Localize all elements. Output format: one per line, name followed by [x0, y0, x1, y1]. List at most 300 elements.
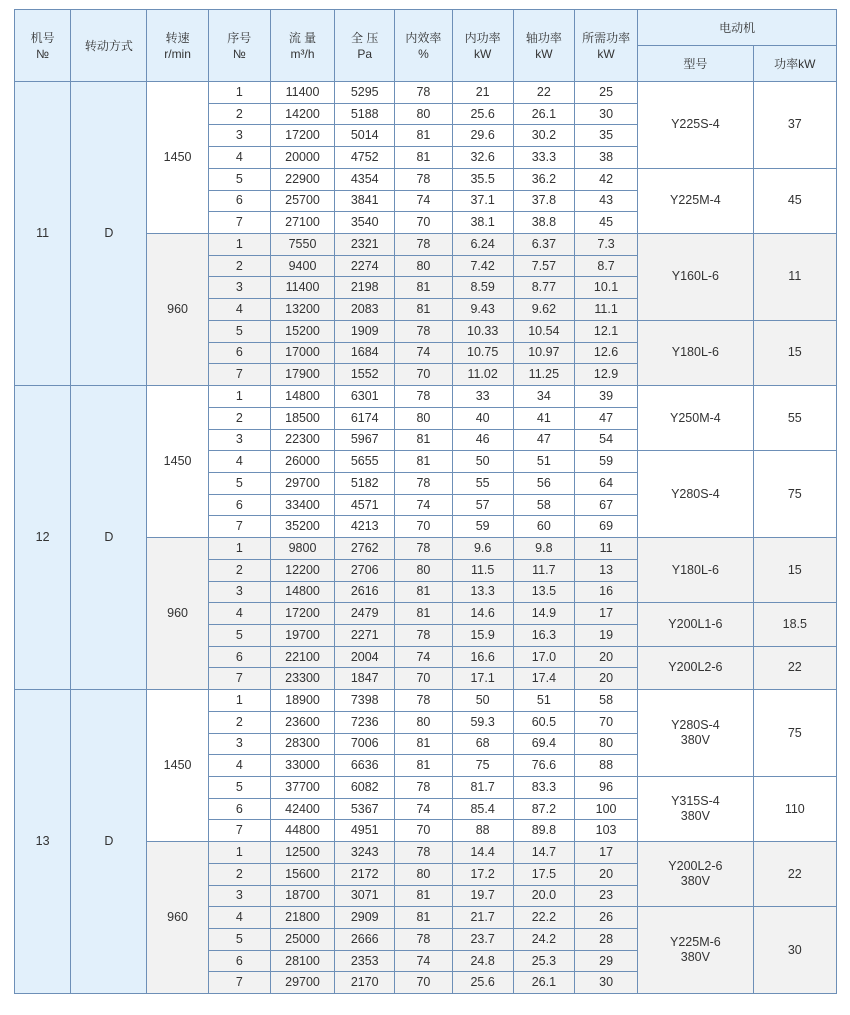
motor-power-cell: 22 [753, 842, 836, 907]
pressure-cell: 5014 [335, 125, 395, 147]
shaft-power-cell: 56 [513, 472, 574, 494]
speed-cell: 1450 [147, 82, 208, 234]
required-power-cell: 35 [574, 125, 637, 147]
efficiency-cell: 80 [395, 863, 452, 885]
pressure-cell: 2198 [335, 277, 395, 299]
shaft-power-cell: 6.37 [513, 234, 574, 256]
header-jihao: 机号 № [15, 10, 71, 82]
internal-power-cell: 29.6 [452, 125, 513, 147]
internal-power-cell: 9.43 [452, 299, 513, 321]
pressure-cell: 2706 [335, 559, 395, 581]
pressure-cell: 2083 [335, 299, 395, 321]
internal-power-cell: 15.9 [452, 624, 513, 646]
seq-cell: 3 [208, 125, 270, 147]
flow-cell: 13200 [270, 299, 334, 321]
motor-model-cell [638, 603, 753, 646]
internal-power-cell: 88 [452, 820, 513, 842]
pressure-cell: 6301 [335, 386, 395, 408]
required-power-cell: 11 [574, 538, 637, 560]
shaft-power-cell: 24.2 [513, 929, 574, 951]
shaft-power-cell: 26.1 [513, 103, 574, 125]
flow-cell: 14800 [270, 581, 334, 603]
seq-cell: 4 [208, 147, 270, 169]
drive-type-cell: D [71, 82, 147, 386]
pressure-cell: 7006 [335, 733, 395, 755]
flow-cell: 17200 [270, 603, 334, 625]
shaft-power-cell: 37.8 [513, 190, 574, 212]
required-power-cell: 12.6 [574, 342, 637, 364]
table-row [15, 690, 837, 712]
seq-cell: 4 [208, 603, 270, 625]
pressure-cell: 4213 [335, 516, 395, 538]
flow-cell: 29700 [270, 472, 334, 494]
seq-cell: 5 [208, 320, 270, 342]
shaft-power-cell: 25.3 [513, 950, 574, 972]
pressure-cell: 3540 [335, 212, 395, 234]
fan-spec-table [14, 9, 837, 994]
pressure-cell: 7236 [335, 711, 395, 733]
internal-power-cell: 21 [452, 82, 513, 104]
motor-power-cell: 75 [753, 690, 836, 777]
efficiency-cell: 81 [395, 581, 452, 603]
internal-power-cell: 33 [452, 386, 513, 408]
flow-cell: 9800 [270, 538, 334, 560]
internal-power-cell: 11.02 [452, 364, 513, 386]
flow-cell: 11400 [270, 82, 334, 104]
header-required-power: 所需功率 kW [574, 10, 637, 82]
required-power-cell: 20 [574, 646, 637, 668]
internal-power-cell: 21.7 [452, 907, 513, 929]
header-efficiency: 内效率 % [395, 10, 452, 82]
pressure-cell: 4951 [335, 820, 395, 842]
internal-power-cell: 50 [452, 690, 513, 712]
shaft-power-cell: 8.77 [513, 277, 574, 299]
seq-cell: 6 [208, 646, 270, 668]
speed-cell: 1450 [147, 386, 208, 538]
internal-power-cell: 17.1 [452, 668, 513, 690]
internal-power-cell: 57 [452, 494, 513, 516]
seq-cell: 2 [208, 559, 270, 581]
seq-cell: 5 [208, 168, 270, 190]
internal-power-cell: 25.6 [452, 103, 513, 125]
seq-cell: 3 [208, 429, 270, 451]
pressure-cell: 1847 [335, 668, 395, 690]
shaft-power-cell: 41 [513, 407, 574, 429]
seq-cell: 3 [208, 885, 270, 907]
internal-power-cell: 81.7 [452, 777, 513, 799]
efficiency-cell: 80 [395, 559, 452, 581]
motor-model: Y280S-4 [671, 718, 720, 733]
shaft-power-cell: 11.7 [513, 559, 574, 581]
efficiency-cell: 78 [395, 842, 452, 864]
shaft-power-cell: 51 [513, 690, 574, 712]
header-drive: 转动方式 [71, 10, 147, 82]
seq-cell: 3 [208, 277, 270, 299]
motor-power-cell: 22 [753, 646, 836, 689]
efficiency-cell: 80 [395, 407, 452, 429]
pressure-cell: 5367 [335, 798, 395, 820]
required-power-cell: 20 [574, 863, 637, 885]
flow-cell: 27100 [270, 212, 334, 234]
flow-cell: 20000 [270, 147, 334, 169]
shaft-power-cell: 22 [513, 82, 574, 104]
required-power-cell: 43 [574, 190, 637, 212]
required-power-cell: 13 [574, 559, 637, 581]
internal-power-cell: 40 [452, 407, 513, 429]
seq-cell: 4 [208, 907, 270, 929]
shaft-power-cell: 22.2 [513, 907, 574, 929]
required-power-cell: 100 [574, 798, 637, 820]
seq-cell: 2 [208, 863, 270, 885]
motor-power-cell: 55 [753, 386, 836, 451]
flow-cell: 33000 [270, 755, 334, 777]
pressure-cell: 1909 [335, 320, 395, 342]
internal-power-cell: 10.75 [452, 342, 513, 364]
seq-cell: 2 [208, 711, 270, 733]
efficiency-cell: 78 [395, 386, 452, 408]
header-motor-model: 型号 [638, 46, 753, 82]
seq-cell: 1 [208, 690, 270, 712]
shaft-power-cell: 16.3 [513, 624, 574, 646]
motor-power-cell: 75 [753, 451, 836, 538]
motor-model: Y200L2-6 [668, 859, 723, 874]
efficiency-cell: 78 [395, 690, 452, 712]
efficiency-cell: 78 [395, 929, 452, 951]
internal-power-cell: 75 [452, 755, 513, 777]
efficiency-cell: 74 [395, 646, 452, 668]
pressure-cell: 2616 [335, 581, 395, 603]
seq-cell: 1 [208, 538, 270, 560]
flow-cell: 44800 [270, 820, 334, 842]
internal-power-cell: 55 [452, 472, 513, 494]
seq-cell: 3 [208, 733, 270, 755]
required-power-cell: 47 [574, 407, 637, 429]
efficiency-cell: 70 [395, 972, 452, 994]
shaft-power-cell: 38.8 [513, 212, 574, 234]
required-power-cell: 88 [574, 755, 637, 777]
shaft-power-cell: 60 [513, 516, 574, 538]
required-power-cell: 17 [574, 603, 637, 625]
motor-power-cell: 11 [753, 234, 836, 321]
efficiency-cell: 80 [395, 255, 452, 277]
pressure-cell: 5655 [335, 451, 395, 473]
pressure-cell: 2274 [335, 255, 395, 277]
seq-cell: 7 [208, 516, 270, 538]
motor-power-cell: 110 [753, 777, 836, 842]
efficiency-cell: 81 [395, 147, 452, 169]
internal-power-cell: 59 [452, 516, 513, 538]
pressure-cell: 3243 [335, 842, 395, 864]
required-power-cell: 59 [574, 451, 637, 473]
required-power-cell: 7.3 [574, 234, 637, 256]
seq-cell: 5 [208, 777, 270, 799]
pressure-cell: 5182 [335, 472, 395, 494]
efficiency-cell: 78 [395, 234, 452, 256]
flow-cell: 21800 [270, 907, 334, 929]
motor-voltage: 380V [680, 733, 710, 748]
flow-cell: 17000 [270, 342, 334, 364]
header-speed: 转速 r/min [147, 10, 208, 82]
efficiency-cell: 74 [395, 798, 452, 820]
motor-model-cell [638, 451, 753, 538]
efficiency-cell: 80 [395, 103, 452, 125]
internal-power-cell: 13.3 [452, 581, 513, 603]
efficiency-cell: 74 [395, 494, 452, 516]
required-power-cell: 30 [574, 103, 637, 125]
shaft-power-cell: 33.3 [513, 147, 574, 169]
motor-model: Y160L-6 [671, 269, 720, 284]
table-row [15, 82, 837, 104]
flow-cell: 22900 [270, 168, 334, 190]
internal-power-cell: 10.33 [452, 320, 513, 342]
pressure-cell: 2271 [335, 624, 395, 646]
efficiency-cell: 81 [395, 755, 452, 777]
internal-power-cell: 14.6 [452, 603, 513, 625]
shaft-power-cell: 11.25 [513, 364, 574, 386]
shaft-power-cell: 13.5 [513, 581, 574, 603]
speed-cell: 960 [147, 538, 208, 690]
flow-cell: 28100 [270, 950, 334, 972]
flow-cell: 14200 [270, 103, 334, 125]
flow-cell: 26000 [270, 451, 334, 473]
shaft-power-cell: 34 [513, 386, 574, 408]
seq-cell: 7 [208, 364, 270, 386]
required-power-cell: 17 [574, 842, 637, 864]
header-internal-power: 内功率 kW [452, 10, 513, 82]
flow-cell: 14800 [270, 386, 334, 408]
drive-type-cell: D [71, 386, 147, 690]
internal-power-cell: 37.1 [452, 190, 513, 212]
shaft-power-cell: 36.2 [513, 168, 574, 190]
seq-cell: 6 [208, 798, 270, 820]
speed-cell: 960 [147, 842, 208, 994]
efficiency-cell: 81 [395, 125, 452, 147]
efficiency-cell: 81 [395, 907, 452, 929]
pressure-cell: 4354 [335, 168, 395, 190]
required-power-cell: 54 [574, 429, 637, 451]
required-power-cell: 12.1 [574, 320, 637, 342]
pressure-cell: 5188 [335, 103, 395, 125]
seq-cell: 5 [208, 929, 270, 951]
required-power-cell: 103 [574, 820, 637, 842]
internal-power-cell: 8.59 [452, 277, 513, 299]
seq-cell: 4 [208, 299, 270, 321]
motor-model: Y180L-6 [671, 562, 720, 577]
flow-cell: 35200 [270, 516, 334, 538]
required-power-cell: 11.1 [574, 299, 637, 321]
flow-cell: 33400 [270, 494, 334, 516]
shaft-power-cell: 60.5 [513, 711, 574, 733]
required-power-cell: 30 [574, 972, 637, 994]
motor-model-cell [638, 538, 753, 603]
efficiency-cell: 81 [395, 451, 452, 473]
internal-power-cell: 11.5 [452, 559, 513, 581]
flow-cell: 22100 [270, 646, 334, 668]
pressure-cell: 1684 [335, 342, 395, 364]
efficiency-cell: 70 [395, 364, 452, 386]
flow-cell: 28300 [270, 733, 334, 755]
efficiency-cell: 74 [395, 950, 452, 972]
motor-model-cell [638, 168, 753, 233]
required-power-cell: 16 [574, 581, 637, 603]
flow-cell: 18700 [270, 885, 334, 907]
shaft-power-cell: 26.1 [513, 972, 574, 994]
pressure-cell: 2762 [335, 538, 395, 560]
speed-cell: 960 [147, 234, 208, 386]
required-power-cell: 10.1 [574, 277, 637, 299]
efficiency-cell: 80 [395, 711, 452, 733]
flow-cell: 42400 [270, 798, 334, 820]
efficiency-cell: 78 [395, 320, 452, 342]
motor-power-cell: 15 [753, 538, 836, 603]
shaft-power-cell: 83.3 [513, 777, 574, 799]
drive-type-cell: D [71, 690, 147, 994]
motor-model: Y315S-4 [671, 794, 720, 809]
table-header [15, 10, 837, 82]
shaft-power-cell: 51 [513, 451, 574, 473]
efficiency-cell: 81 [395, 885, 452, 907]
internal-power-cell: 23.7 [452, 929, 513, 951]
internal-power-cell: 85.4 [452, 798, 513, 820]
shaft-power-cell: 17.5 [513, 863, 574, 885]
motor-model-cell [638, 842, 753, 907]
efficiency-cell: 78 [395, 538, 452, 560]
efficiency-cell: 74 [395, 190, 452, 212]
pressure-cell: 6174 [335, 407, 395, 429]
efficiency-cell: 70 [395, 212, 452, 234]
internal-power-cell: 9.6 [452, 538, 513, 560]
efficiency-cell: 81 [395, 277, 452, 299]
required-power-cell: 39 [574, 386, 637, 408]
required-power-cell: 58 [574, 690, 637, 712]
flow-cell: 25700 [270, 190, 334, 212]
pressure-cell: 2479 [335, 603, 395, 625]
shaft-power-cell: 89.8 [513, 820, 574, 842]
seq-cell: 1 [208, 842, 270, 864]
pressure-cell: 2666 [335, 929, 395, 951]
pressure-cell: 2172 [335, 863, 395, 885]
pressure-cell: 2004 [335, 646, 395, 668]
flow-cell: 23300 [270, 668, 334, 690]
seq-cell: 6 [208, 190, 270, 212]
motor-model: Y250M-4 [670, 410, 721, 425]
shaft-power-cell: 17.0 [513, 646, 574, 668]
efficiency-cell: 74 [395, 342, 452, 364]
header-motor-power: 功率kW [753, 46, 836, 82]
flow-cell: 9400 [270, 255, 334, 277]
motor-model-cell [638, 907, 753, 994]
efficiency-cell: 81 [395, 299, 452, 321]
pressure-cell: 2170 [335, 972, 395, 994]
seq-cell: 5 [208, 624, 270, 646]
flow-cell: 37700 [270, 777, 334, 799]
pressure-cell: 5295 [335, 82, 395, 104]
shaft-power-cell: 76.6 [513, 755, 574, 777]
motor-power-cell: 37 [753, 82, 836, 169]
flow-cell: 17900 [270, 364, 334, 386]
header-motor: 电动机 [638, 10, 837, 46]
seq-cell: 1 [208, 386, 270, 408]
required-power-cell: 28 [574, 929, 637, 951]
required-power-cell: 38 [574, 147, 637, 169]
seq-cell: 2 [208, 255, 270, 277]
seq-cell: 6 [208, 342, 270, 364]
seq-cell: 7 [208, 668, 270, 690]
shaft-power-cell: 9.8 [513, 538, 574, 560]
pressure-cell: 6082 [335, 777, 395, 799]
required-power-cell: 45 [574, 212, 637, 234]
motor-model-cell [638, 82, 753, 169]
internal-power-cell: 68 [452, 733, 513, 755]
seq-cell: 2 [208, 407, 270, 429]
efficiency-cell: 81 [395, 603, 452, 625]
required-power-cell: 70 [574, 711, 637, 733]
table-body [15, 82, 837, 994]
shaft-power-cell: 47 [513, 429, 574, 451]
pressure-cell: 4571 [335, 494, 395, 516]
efficiency-cell: 78 [395, 624, 452, 646]
seq-cell: 7 [208, 820, 270, 842]
motor-model-cell [638, 234, 753, 321]
shaft-power-cell: 30.2 [513, 125, 574, 147]
motor-power-cell: 45 [753, 168, 836, 233]
required-power-cell: 19 [574, 624, 637, 646]
internal-power-cell: 7.42 [452, 255, 513, 277]
seq-cell: 4 [208, 755, 270, 777]
internal-power-cell: 32.6 [452, 147, 513, 169]
seq-cell: 1 [208, 82, 270, 104]
efficiency-cell: 81 [395, 429, 452, 451]
flow-cell: 7550 [270, 234, 334, 256]
flow-cell: 12200 [270, 559, 334, 581]
pressure-cell: 5967 [335, 429, 395, 451]
header-seq: 序号 № [208, 10, 270, 82]
required-power-cell: 67 [574, 494, 637, 516]
flow-cell: 12500 [270, 842, 334, 864]
internal-power-cell: 14.4 [452, 842, 513, 864]
internal-power-cell: 35.5 [452, 168, 513, 190]
efficiency-cell: 70 [395, 668, 452, 690]
required-power-cell: 20 [574, 668, 637, 690]
internal-power-cell: 59.3 [452, 711, 513, 733]
motor-voltage: 380V [680, 950, 710, 965]
motor-model-cell [638, 386, 753, 451]
flow-cell: 11400 [270, 277, 334, 299]
pressure-cell: 3841 [335, 190, 395, 212]
motor-power-cell: 15 [753, 320, 836, 385]
pressure-cell: 1552 [335, 364, 395, 386]
motor-model: Y225M-4 [670, 193, 721, 208]
shaft-power-cell: 58 [513, 494, 574, 516]
motor-model-cell [638, 777, 753, 842]
shaft-power-cell: 14.7 [513, 842, 574, 864]
motor-model: Y200L1-6 [668, 616, 723, 631]
motor-model-cell [638, 320, 753, 385]
efficiency-cell: 81 [395, 733, 452, 755]
shaft-power-cell: 10.97 [513, 342, 574, 364]
pressure-cell: 3071 [335, 885, 395, 907]
internal-power-cell: 16.6 [452, 646, 513, 668]
motor-model: Y225S-4 [671, 117, 720, 132]
internal-power-cell: 19.7 [452, 885, 513, 907]
header-pressure: 全 压 Pa [335, 10, 395, 82]
pressure-cell: 7398 [335, 690, 395, 712]
shaft-power-cell: 69.4 [513, 733, 574, 755]
internal-power-cell: 17.2 [452, 863, 513, 885]
internal-power-cell: 50 [452, 451, 513, 473]
internal-power-cell: 46 [452, 429, 513, 451]
flow-cell: 18900 [270, 690, 334, 712]
